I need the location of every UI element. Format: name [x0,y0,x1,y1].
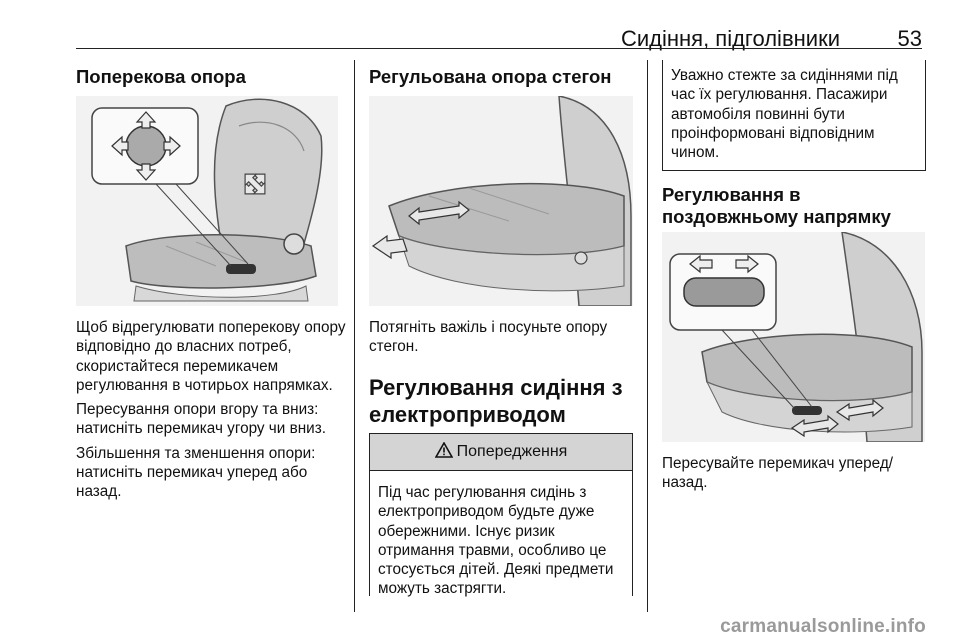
lumbar-paragraph-3: Збільшення та зменшення опори: натисніть перемикач уперед або назад. [76,444,316,501]
longitudinal-text [662,454,927,493]
warning-title: Попередження [456,443,568,460]
footer-watermark: carmanualsonline.info [720,616,926,637]
warning-continuation-box [662,60,926,171]
column-thigh [369,60,634,88]
thigh-paragraph: Потягніть важіль і посуньте опору стегон. [369,319,608,356]
warning-triangle-icon [435,442,453,463]
page-number: 53 [897,26,922,51]
section-heading-lumbar: Поперекова опора [76,66,246,87]
lumbar-paragraph-2: Пересування опори вгору та вниз: натисніть перемикач угору чи вниз. [76,401,326,438]
section-heading-power-seat: Регулювання сидіння з електроприводом [369,374,623,427]
column-divider-1 [354,60,355,612]
section-heading-longitudinal: Регулювання в поздовжньому напрямку [662,184,891,227]
warning-box [369,433,633,596]
column-divider-2 [647,60,648,612]
header-divider [76,48,922,49]
longitudinal-paragraph: Пересувайте перемикач уперед/ назад. [662,455,893,492]
warning-text: Під час регулювання сидінь з електроприводом будьте дуже обережними. Існує ризик отримання травми, особливо це стосується дітей. Деякі предмети можуть застрягти. [378,484,614,598]
column-longitudinal [662,178,927,228]
thigh-text [369,318,634,428]
longitudinal-adjustment-illustration [662,232,925,442]
lumbar-paragraph-1: Щоб відрегулювати поперекову опору відповідно до власних потреб, скористайтеся перемикачем регулювання в чотирьох напрямках. [76,319,346,394]
column-lumbar [76,60,346,88]
page-header-title: Сидіння, підголівники [620,26,840,51]
lumbar-text [76,318,346,502]
warning-header [370,434,632,471]
warning-continuation-text: Уважно стежте за сидіннями під час їх регулювання. Пасажири автомобіля повинні бути проінформовані відповідним чином. [671,67,898,162]
lumbar-support-illustration [76,96,338,306]
section-heading-thigh: Регульована опора стегон [369,66,612,87]
thigh-support-illustration [369,96,633,306]
